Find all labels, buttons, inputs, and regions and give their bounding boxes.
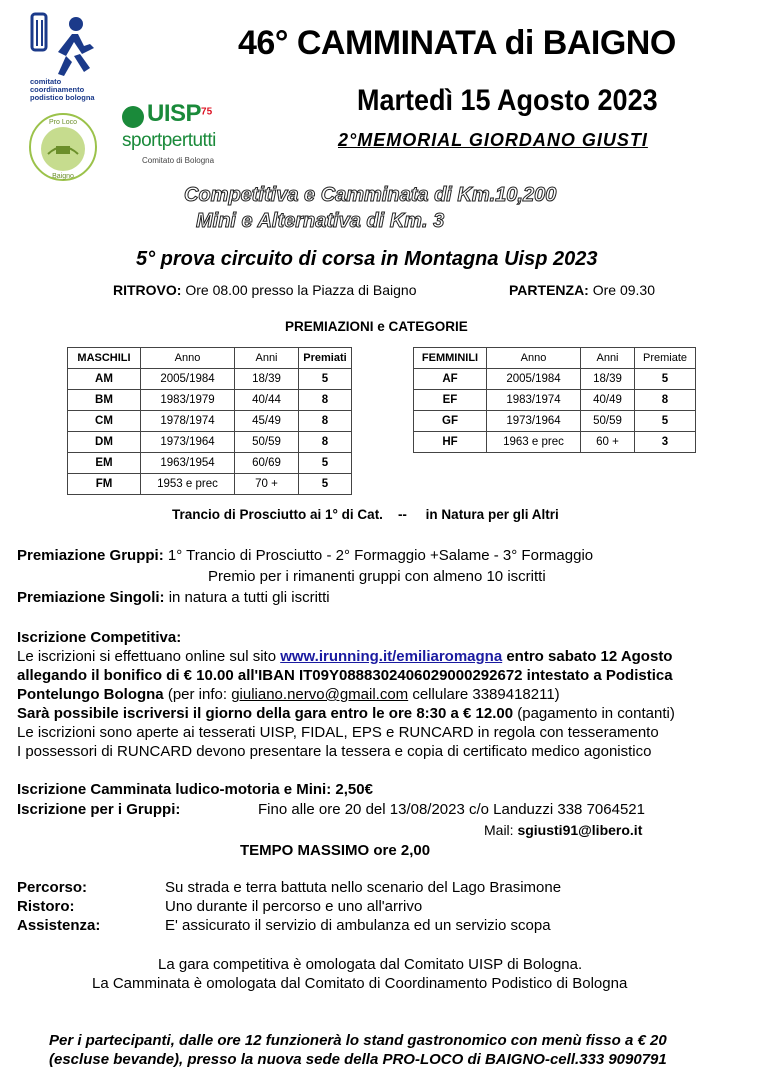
- premiazioni-title: PREMIAZIONI e CATEGORIE: [285, 319, 468, 334]
- cell: AF: [414, 369, 487, 390]
- cell: 5: [299, 369, 352, 390]
- iscrizione-text: Le iscrizioni si effettuano online sul sito: [17, 648, 281, 665]
- mail-line: [484, 822, 642, 838]
- cell: 2005/1984: [487, 369, 581, 390]
- cell: 40/49: [581, 390, 635, 411]
- gruppi-line-2: Premio per i rimanenti gruppi con almeno 10 iscritti: [208, 568, 546, 585]
- mail-link[interactable]: sgiusti91@libero.it: [517, 822, 643, 838]
- gruppi-iscrizione-label: Iscrizione per i Gruppi:: [17, 801, 181, 818]
- circuito-title: 5° prova circuito di corsa in Montagna Uisp 2023: [136, 248, 598, 270]
- header-cell: MASCHILI: [68, 348, 141, 369]
- footer-line-1: Per i partecipanti, dalle ore 12 funzionerà lo stand gastronomico con menù fisso a € 20: [49, 1032, 667, 1049]
- table-row: [68, 390, 352, 411]
- table-header-row: [414, 348, 696, 369]
- cell: 1953 e prec: [141, 474, 235, 495]
- cell: FM: [68, 474, 141, 495]
- iscrizione-line-2: allegando il bonifico di € 10.00 all'IBAN IT09Y0888302406029000292672 intestato a Podistica: [17, 667, 673, 684]
- info-open: (per info:: [163, 686, 232, 703]
- cell: 1973/1964: [487, 411, 581, 432]
- iscrizione-title: Iscrizione Competitiva:: [17, 629, 182, 646]
- cell: DM: [68, 432, 141, 453]
- cell: 1973/1964: [141, 432, 235, 453]
- uisp-comitato-text: Comitato di Bologna: [142, 156, 215, 165]
- table-row: [414, 390, 696, 411]
- table-row: [68, 411, 352, 432]
- table-row: [68, 474, 352, 495]
- gruppi-iscrizione-value: Fino alle ore 20 del 13/08/2023 c/o Landuzzi 338 7064521: [258, 801, 645, 818]
- ritrovo-value: Ore 08.00 presso la Piazza di Baigno: [181, 282, 417, 298]
- partenza-value: Ore 09.30: [588, 282, 655, 298]
- header-cell: Anno: [487, 348, 581, 369]
- cell: EF: [414, 390, 487, 411]
- deadline-text: entro sabato 12 Agosto: [502, 648, 673, 665]
- iscrizione-line-5: Le iscrizioni sono aperte ai tesserati UISP, FIDAL, EPS e RUNCARD in regola con tesseramento: [17, 724, 659, 741]
- table-row: [68, 453, 352, 474]
- memorial-subtitle: 2°MEMORIAL GIORDANO GIUSTI: [338, 130, 648, 150]
- sportpertutti-text: sportpertutti: [122, 130, 216, 151]
- cell: 45/49: [235, 411, 299, 432]
- cell: EM: [68, 453, 141, 474]
- cellulare-text: cellulare 3389418211): [408, 686, 560, 703]
- uisp-anniversary: 75: [201, 106, 213, 118]
- mini-distance: Mini e Alternativa di Km. 3: [196, 210, 445, 232]
- singoli-line: [17, 589, 330, 606]
- uisp-logo: [122, 100, 212, 128]
- iscrizione-line-4: [17, 705, 675, 722]
- cell: 1983/1979: [141, 390, 235, 411]
- cell: 70 +: [235, 474, 299, 495]
- ristoro-label: Ristoro:: [17, 898, 75, 915]
- cell: 5: [635, 369, 696, 390]
- iscrizione-line-3: [17, 686, 560, 703]
- competitiva-distance: Competitiva e Camminata di Km.10,200: [184, 184, 557, 206]
- iscrizione-line-6: I possessori di RUNCARD devono presentare la tessera e copia di certificato medico agonistico: [17, 743, 652, 760]
- cell: 1963/1954: [141, 453, 235, 474]
- omologata-line-2: La Camminata è omologata dal Comitato di Coordinamento Podistico di Bologna: [92, 975, 628, 992]
- cell: 40/44: [235, 390, 299, 411]
- cell: 5: [635, 411, 696, 432]
- cell: 1978/1974: [141, 411, 235, 432]
- info-email-link[interactable]: giuliano.nervo@gmail.com: [231, 686, 409, 703]
- cell: 50/59: [581, 411, 635, 432]
- cell: 18/39: [235, 369, 299, 390]
- singoli-value: in natura a tutti gli iscritti: [164, 589, 330, 606]
- header-cell: FEMMINILI: [414, 348, 487, 369]
- header-cell: Anni: [581, 348, 635, 369]
- femminili-table: [413, 347, 696, 453]
- gruppi-line: [17, 547, 593, 564]
- table-row: [414, 411, 696, 432]
- proloco-top-text: Pro Loco: [48, 119, 78, 126]
- cell: 8: [299, 390, 352, 411]
- cell: 2005/1984: [141, 369, 235, 390]
- pagamento-text: (pagamento in contanti): [513, 705, 675, 722]
- irunning-link[interactable]: www.irunning.it/emiliaromagna: [280, 648, 503, 665]
- camminata-line: Iscrizione Camminata ludico-motoria e Mini: 2,50€: [17, 781, 373, 798]
- percorso-value: Su strada e terra battuta nello scenario del Lago Brasimone: [165, 879, 562, 896]
- cell: 60/69: [235, 453, 299, 474]
- event-date: Martedì 15 Agosto 2023: [357, 84, 658, 117]
- cell: 60 +: [581, 432, 635, 453]
- cell: CM: [68, 411, 141, 432]
- footer-line-2: (escluse bevande), presso la nuova sede della PRO-LOCO di BAIGNO-cell.333 9090791: [49, 1051, 667, 1068]
- cell: 8: [299, 411, 352, 432]
- cell: 1983/1974: [487, 390, 581, 411]
- header-cell: Anno: [141, 348, 235, 369]
- header-cell: Anni: [235, 348, 299, 369]
- cell: 8: [635, 390, 696, 411]
- page-title: 46° CAMMINATA di BAIGNO: [238, 24, 676, 62]
- percorso-label: Percorso:: [17, 879, 88, 896]
- trancio-line: Trancio di Prosciutto ai 1° di Cat. -- in Natura per gli Altri: [172, 507, 559, 522]
- proloco-bottom-text: Baigno: [52, 173, 74, 180]
- cell: 8: [299, 432, 352, 453]
- uisp-word: UISP: [147, 100, 202, 127]
- table-row: [68, 432, 352, 453]
- assistenza-label: Assistenza:: [17, 917, 101, 934]
- singoli-label: Premiazione Singoli:: [17, 589, 165, 606]
- maschili-table: [67, 347, 352, 495]
- omologata-line-1: La gara competitiva è omologata dal Comitato UISP di Bologna.: [158, 956, 583, 973]
- cell: 1963 e prec: [487, 432, 581, 453]
- ristoro-value: Uno durante il percorso e uno all'arrivo: [165, 898, 423, 915]
- ritrovo-label: RITROVO:: [113, 282, 182, 298]
- cell: GF: [414, 411, 487, 432]
- table-row: [68, 369, 352, 390]
- cell: 18/39: [581, 369, 635, 390]
- gruppi-label: Premiazione Gruppi:: [17, 547, 164, 564]
- uisp-circle-icon: [122, 106, 144, 128]
- cell: AM: [68, 369, 141, 390]
- ritrovo-line: [113, 282, 416, 298]
- pontelungo-text: Pontelungo Bologna: [17, 686, 164, 703]
- iscrizione-line-1: [17, 648, 672, 665]
- proloco-logo-icon: [28, 112, 98, 182]
- table-row: [414, 432, 696, 453]
- partenza-line: [509, 282, 655, 298]
- tempo-massimo: TEMPO MASSIMO ore 2,00: [240, 842, 431, 859]
- cell: BM: [68, 390, 141, 411]
- cell: 3: [635, 432, 696, 453]
- cell: 5: [299, 474, 352, 495]
- cell: HF: [414, 432, 487, 453]
- cell: 50/59: [235, 432, 299, 453]
- coordinamento-logo-text: comitato coordinamento podistico bologna: [30, 77, 95, 102]
- partenza-label: PARTENZA:: [509, 282, 589, 298]
- gruppi-value: 1° Trancio di Prosciutto - 2° Formaggio +Salame - 3° Formaggio: [163, 547, 594, 564]
- table-row: [414, 369, 696, 390]
- table-header-row: [68, 348, 352, 369]
- header-cell: Premiati: [299, 348, 352, 369]
- giorno-gara-text: Sarà possibile iscriversi il giorno della gara entro le ore 8:30 a € 12.00: [17, 705, 514, 722]
- assistenza-value: E' assicurato il servizio di ambulanza ed un servizio scopa: [165, 917, 551, 934]
- cell: 5: [299, 453, 352, 474]
- header-cell: Premiate: [635, 348, 696, 369]
- mail-label: Mail:: [484, 822, 518, 838]
